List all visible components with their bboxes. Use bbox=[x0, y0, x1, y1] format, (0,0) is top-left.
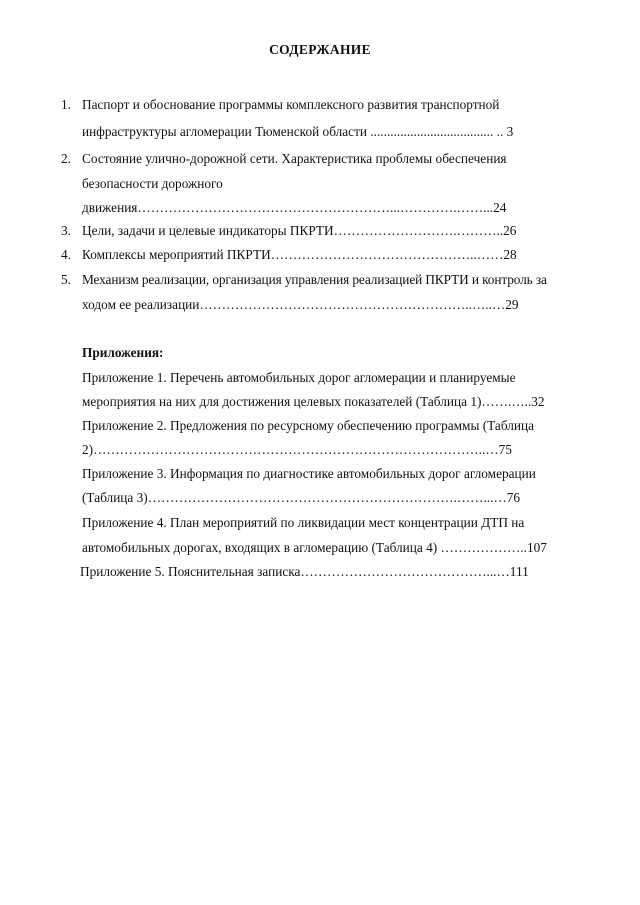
appendix-1-line-1: Приложение 1. Перечень автомобильных дорог агломерации и планируемые bbox=[82, 370, 516, 385]
appendix-2-line-1: Приложение 2. Предложения по ресурсному обеспечению программы (Таблица bbox=[82, 418, 535, 433]
toc-item-5-line-1: Механизм реализации, организация управления реализацией ПКРТИ и контроль за bbox=[82, 272, 547, 287]
toc-item-2-line-1: Состояние улично-дорожной сети. Характеристика проблемы обеспечения bbox=[82, 151, 507, 166]
toc-item-1-number: 1. bbox=[61, 97, 71, 112]
toc-item-1-line-2: инфраструктуры агломерации Тюменской области ..................................... .. 3 bbox=[82, 124, 514, 139]
appendix-5-line-1: Приложение 5. Пояснительная записка……………………………………...…111 bbox=[80, 564, 529, 579]
appendix-3-line-2: (Таблица 3)…………………………………………………………….……...…76 bbox=[82, 490, 521, 505]
page-title: СОДЕРЖАНИЕ bbox=[269, 42, 371, 57]
appendix-4-line-1: Приложение 4. План мероприятий по ликвидации мест концентрации ДТП на bbox=[82, 515, 525, 530]
appendix-2-line-2: 2)……………………………………………………………………………..…75 bbox=[82, 442, 512, 457]
toc-item-3-line-1: Цели, задачи и целевые индикаторы ПКРТИ……………………….………..26 bbox=[82, 223, 517, 238]
toc-item-1-line-1: Паспорт и обоснование программы комплексного развития транспортной bbox=[82, 97, 500, 112]
toc-item-2-line-3: движения…………………………………………………...………….……...24 bbox=[82, 200, 507, 215]
appendix-1-line-2: мероприятия на них для достижения целевых показателей (Таблица 1)…….…..32 bbox=[82, 394, 545, 409]
toc-item-2-number: 2. bbox=[61, 151, 71, 166]
appendix-4-line-2: автомобильных дорогах, входящих в агломерацию (Таблица 4) ………………..107 bbox=[82, 540, 547, 555]
appendix-3-line-1: Приложение 3. Информация по диагностике автомобильных дорог агломерации bbox=[82, 466, 536, 481]
toc-item-4-line-1: Комплексы мероприятий ПКРТИ………………………………………..……28 bbox=[82, 247, 517, 262]
appendices-heading: Приложения: bbox=[82, 345, 164, 360]
toc-item-2-line-2: безопасности дорожного bbox=[82, 176, 223, 191]
toc-item-5-number: 5. bbox=[61, 272, 71, 287]
toc-item-4-number: 4. bbox=[61, 247, 71, 262]
toc-item-3-number: 3. bbox=[61, 223, 71, 238]
toc-item-5-line-2: ходом ее реализации……………………………………………………..…..…29 bbox=[82, 297, 519, 312]
